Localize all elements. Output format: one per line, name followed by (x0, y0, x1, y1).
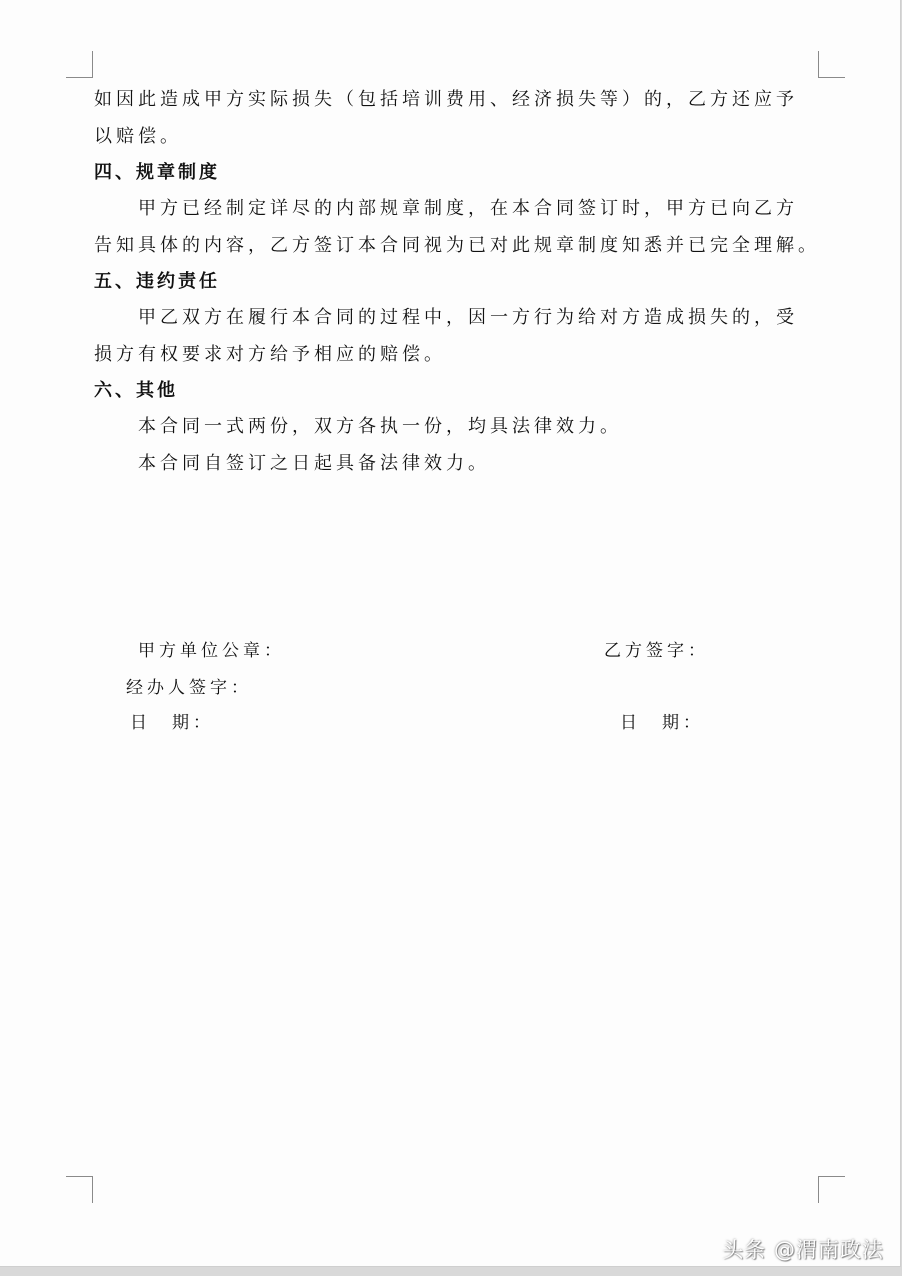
handler-sign-label: 经办人签字： (126, 678, 252, 698)
contract-body (94, 82, 830, 482)
party-a-seal-label: 甲方单位公章： (138, 641, 285, 661)
paragraph-line: 本合同一式两份，双方各执一份，均具法律效力。 (138, 416, 622, 437)
section-heading-rules: 四、规章制度 (94, 162, 220, 183)
paragraph-line: 甲乙双方在履行本合同的过程中，因一方行为给对方造成损失的，受 (138, 307, 798, 328)
paragraph-line: 以赔偿。 (94, 125, 182, 147)
paragraph-line: 告知具体的内容，乙方签订本合同视为已对此规章制度知悉并已完全理解。 (94, 234, 820, 256)
margin-mark-top-left (66, 51, 93, 78)
margin-mark-top-right (818, 51, 845, 78)
paragraph-line: 如因此造成甲方实际损失（包括培训费用、经济损失等）的，乙方还应予 (94, 89, 798, 110)
paragraph-line: 甲方已经制定详尽的内部规章制度，在本合同签订时，甲方已向乙方 (138, 198, 798, 219)
paragraph-line: 损方有权要求对方给予相应的赔偿。 (94, 343, 446, 365)
date-label-party-b: 日 期： (620, 713, 704, 733)
margin-mark-bottom-right (818, 1176, 845, 1203)
section-heading-liability: 五、违约责任 (94, 271, 220, 292)
paragraph-line: 本合同自签订之日起具备法律效力。 (138, 452, 490, 474)
margin-mark-bottom-left (66, 1176, 93, 1203)
source-watermark: 头条 @渭南政法 (722, 1238, 884, 1262)
date-label-party-a: 日 期： (130, 713, 214, 733)
section-heading-other: 六、其他 (94, 380, 178, 401)
party-b-sign-label: 乙方签字： (604, 641, 709, 661)
